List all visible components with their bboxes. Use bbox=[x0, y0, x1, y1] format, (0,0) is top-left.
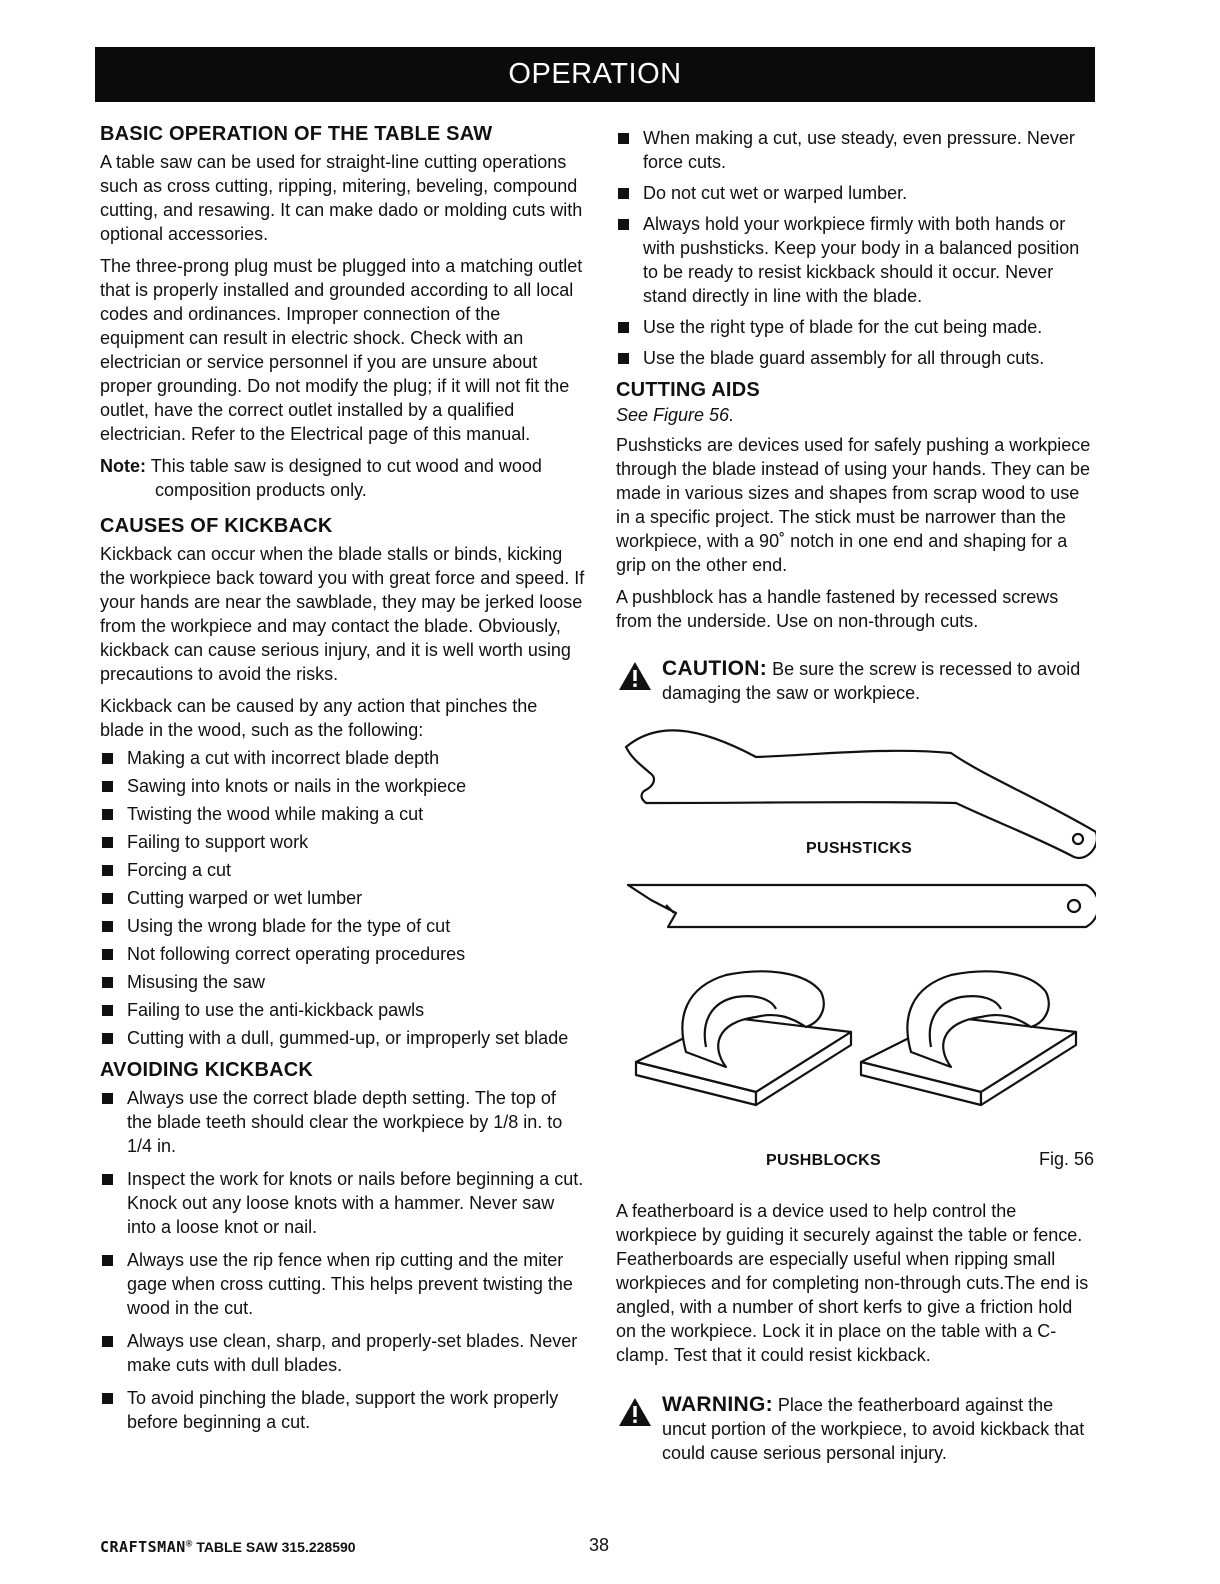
list-item: Always use the correct blade depth setting. The top of the blade teeth should clear the workpiece by 1/8 in. to 1/4 in. bbox=[100, 1086, 585, 1158]
list-item: Failing to use the anti-kickback pawls bbox=[100, 998, 585, 1022]
list-item: Use the right type of blade for the cut being made. bbox=[616, 315, 1096, 339]
heading-avoiding-kickback: AVOIDING KICKBACK bbox=[100, 1059, 314, 1081]
left-column bbox=[100, 122, 585, 1440]
note-label: Note: bbox=[100, 456, 146, 476]
note-text: This table saw is designed to cut wood and wood composition products only. bbox=[150, 456, 542, 500]
page-number: 38 bbox=[589, 1535, 610, 1555]
pushsticks-pushblocks-illustration bbox=[616, 717, 1096, 1137]
heading-causes-of-kickback: CAUSES OF KICKBACK bbox=[100, 515, 333, 537]
pushsticks-label: PUSHSTICKS bbox=[806, 840, 913, 857]
pushblocks-label: PUSHBLOCKS bbox=[766, 1152, 882, 1169]
warning-notice bbox=[616, 1393, 1096, 1465]
list-item: Always use clean, sharp, and properly-set blades. Never make cuts with dull blades. bbox=[100, 1329, 585, 1377]
pushblock-icon bbox=[636, 971, 851, 1105]
paragraph-pushsticks: Pushsticks are devices used for safely pushing a workpiece through the blade instead of using your hands. They can be made in various sizes and shapes from scrap wood to use in a specific project. The stick must be narrower than the workpiece, with a 90˚ notch in one end and shaping for a grip on the other end. bbox=[616, 435, 1091, 575]
avoiding-kickback-list bbox=[100, 1086, 585, 1434]
list-item: Cutting warped or wet lumber bbox=[100, 886, 585, 910]
list-item: Misusing the saw bbox=[100, 970, 585, 994]
list-item: Forcing a cut bbox=[100, 858, 585, 882]
paragraph-featherboard: A featherboard is a device used to help control the workpiece by guiding it securely against the table or fence. Featherboards are especially useful when ripping small workpieces and for completing non-through cuts.The end is angled, with a number of short kerfs to give a friction hold on the workpiece. Lock it in place on the table with a C-clamp. Test that it could resist kickback. bbox=[616, 1201, 1089, 1365]
list-item: Always hold your workpiece firmly with both hands or with pushsticks. Keep your body in a balanced position to be ready to resist kickback should it occur. Never stand directly in line with the blade. bbox=[616, 212, 1096, 308]
list-item: To avoid pinching the blade, support the work properly before beginning a cut. bbox=[100, 1386, 585, 1434]
paragraph-kickback-description: Kickback can occur when the blade stalls or binds, kicking the workpiece back toward you with great force and speed. If your hands are near the sawblade, they may be jerked loose from the workpiece and may contact the blade. Obviously, kickback can cause serious injury, and it is well worth using precautions to avoid the risks. bbox=[100, 544, 585, 684]
list-item: Twisting the wood while making a cut bbox=[100, 802, 585, 826]
footer-model bbox=[100, 1538, 356, 1556]
warning-triangle-icon bbox=[618, 661, 652, 691]
warning-label: WARNING: bbox=[662, 1393, 773, 1416]
list-item: Always use the rip fence when rip cutting and the miter gage when cross cutting. This helps prevent twisting the wood in the cut. bbox=[100, 1248, 585, 1320]
note bbox=[100, 454, 585, 502]
list-item: Cutting with a dull, gummed-up, or improperly set blade bbox=[100, 1026, 585, 1050]
list-item: When making a cut, use steady, even pressure. Never force cuts. bbox=[616, 126, 1096, 174]
cutting-practices-list bbox=[616, 126, 1096, 370]
figure-reference: See Figure 56. bbox=[616, 405, 735, 425]
heading-basic-operation: BASIC OPERATION OF THE TABLE SAW bbox=[100, 123, 493, 145]
list-item: Do not cut wet or warped lumber. bbox=[616, 181, 1096, 205]
list-item: Not following correct operating procedures bbox=[100, 942, 585, 966]
section-banner: OPERATION bbox=[95, 47, 1095, 102]
model-number: TABLE SAW 315.228590 bbox=[196, 1539, 356, 1555]
warning-text: Place the featherboard against the uncut portion of the workpiece, to avoid kickback that could cause serious personal injury. bbox=[662, 1395, 1085, 1463]
kickback-causes-list bbox=[100, 746, 585, 1050]
straight-pushstick-icon bbox=[628, 885, 1096, 927]
list-item: Failing to support work bbox=[100, 830, 585, 854]
right-column bbox=[616, 126, 1096, 1465]
list-item: Using the wrong blade for the type of cut bbox=[100, 914, 585, 938]
warning-triangle-icon bbox=[618, 1397, 652, 1427]
list-item: Sawing into knots or nails in the workpiece bbox=[100, 774, 585, 798]
caution-label: CAUTION: bbox=[662, 657, 768, 680]
hang-hole-icon bbox=[1068, 900, 1080, 912]
figure-number: Fig. 56 bbox=[1038, 1149, 1094, 1169]
paragraph-plug-grounding: The three-prong plug must be plugged into a matching outlet that is properly installed and grounded according to all local codes and ordinances. Improper connection of the equipment can result in electric shock. Check with an electrician or service personnel if you are unsure about proper grounding. Do not modify the plug; if it will not fit the outlet, have the correct outlet installed by a qualified electrician. Refer to the Electrical page of this manual. bbox=[100, 256, 583, 444]
paragraph-basic-intro: A table saw can be used for straight-line cutting operations such as cross cutting, ripping, mitering, beveling, compound cutting, and resawing. It can make dado or molding cuts with optional accessories. bbox=[100, 152, 583, 244]
brand-logo: CRAFTSMAN bbox=[100, 1538, 186, 1556]
caution-text: Be sure the screw is recessed to avoid damaging the saw or workpiece. bbox=[662, 659, 1081, 703]
caution-notice bbox=[616, 657, 1096, 705]
registered-mark: ® bbox=[185, 1538, 193, 1549]
list-item: Use the blade guard assembly for all through cuts. bbox=[616, 346, 1096, 370]
paragraph-pushblock: A pushblock has a handle fastened by recessed screws from the underside. Use on non-through cuts. bbox=[616, 587, 1059, 631]
list-item: Making a cut with incorrect blade depth bbox=[100, 746, 585, 770]
figure-56 bbox=[616, 717, 1096, 1187]
heading-cutting-aids: CUTTING AIDS bbox=[616, 379, 760, 401]
hang-hole-icon bbox=[1073, 834, 1083, 844]
paragraph-kickback-causes: Kickback can be caused by any action that pinches the blade in the wood, such as the following: bbox=[100, 696, 538, 740]
pushblock-icon bbox=[861, 971, 1076, 1105]
list-item: Inspect the work for knots or nails before beginning a cut. Knock out any loose knots with a hammer. Never saw into a loose knot or nail. bbox=[100, 1167, 585, 1239]
